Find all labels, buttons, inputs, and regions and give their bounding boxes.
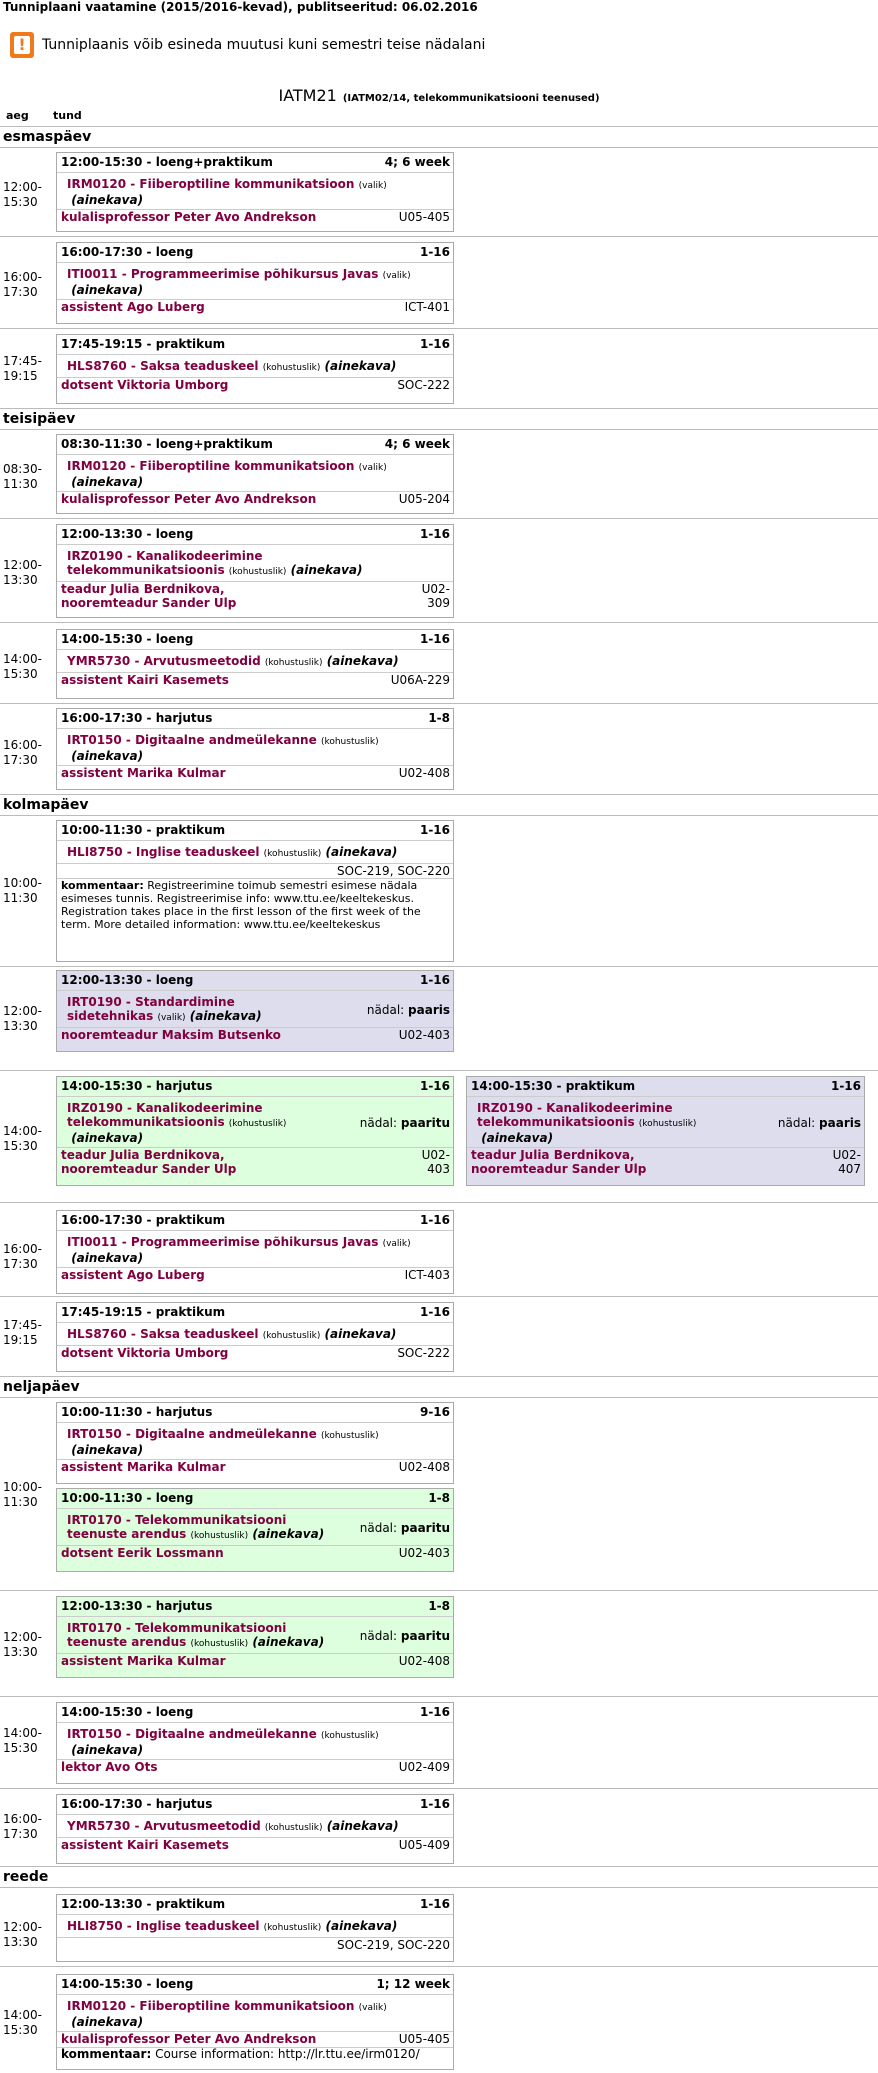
syllabus-link[interactable]: (ainekava) bbox=[252, 1635, 325, 1649]
room: U02- bbox=[421, 582, 450, 596]
course-type: (kohustuslik) bbox=[320, 1731, 379, 1741]
course-type: (kohustuslik) bbox=[190, 1639, 249, 1649]
teacher-link[interactable]: kulalisprofessor Peter Avo Andrekson bbox=[61, 2032, 317, 2046]
time-label: 16:00- 17:30 bbox=[3, 1812, 42, 1841]
week-parity: nädal: paaritu bbox=[359, 1116, 450, 1130]
course-link[interactable]: IRZ0190 - Kanalikodeerimine bbox=[477, 1101, 673, 1115]
col-header-aeg: aeg bbox=[6, 109, 29, 122]
syllabus-link[interactable]: (ainekava) bbox=[71, 1251, 144, 1265]
day-header-fri: reede bbox=[0, 1866, 878, 1888]
lesson-time: 17:45-19:15 - praktikum bbox=[61, 337, 226, 351]
course-type: (kohustuslik) bbox=[264, 658, 323, 668]
course-link-cont[interactable]: telekommunikatsioonis bbox=[67, 1115, 225, 1129]
course-link-cont[interactable]: telekommunikatsioonis bbox=[477, 1115, 635, 1129]
lesson-card[interactable] bbox=[56, 1894, 454, 1962]
course-type: (valik) bbox=[358, 181, 387, 191]
warning-banner bbox=[10, 32, 485, 58]
syllabus-link[interactable]: (ainekava) bbox=[71, 283, 144, 297]
lesson-time: 14:00-15:30 - loeng bbox=[61, 632, 194, 646]
time-label: 12:00- 13:30 bbox=[3, 1920, 42, 1949]
lesson-weeks: 4; 6 week bbox=[384, 437, 450, 451]
teacher-link[interactable]: nooremteadur Sander Ulp bbox=[471, 1162, 647, 1176]
lesson-weeks: 1-16 bbox=[419, 1705, 450, 1719]
lesson-time: 16:00-17:30 - praktikum bbox=[61, 1213, 226, 1227]
lesson-weeks: 1-16 bbox=[419, 973, 450, 987]
course-link[interactable]: IRM0120 - Fiiberoptiline kommunikatsioon bbox=[67, 459, 355, 473]
course-link[interactable]: ITI0011 - Programmeerimise põhikursus Javas bbox=[67, 1235, 379, 1249]
room: U06A-229 bbox=[390, 673, 450, 687]
syllabus-link[interactable]: (ainekava) bbox=[326, 1819, 399, 1833]
teacher-link[interactable]: kulalisprofessor Peter Avo Andrekson bbox=[61, 492, 317, 506]
lesson-time: 10:00-11:30 - harjutus bbox=[61, 1405, 213, 1419]
teacher-link[interactable]: dotsent Eerik Lossmann bbox=[61, 1546, 224, 1560]
time-label: 17:45- 19:15 bbox=[3, 354, 42, 383]
lesson-time: 14:00-15:30 - loeng bbox=[61, 1977, 194, 1991]
lesson-time: 17:45-19:15 - praktikum bbox=[61, 1305, 226, 1319]
lesson-card[interactable] bbox=[56, 1596, 454, 1678]
lesson-weeks: 1-16 bbox=[419, 632, 450, 646]
lesson-weeks: 9-16 bbox=[419, 1405, 450, 1419]
room: SOC-219, SOC-220 bbox=[57, 863, 453, 878]
course-type: (kohustuslik) bbox=[228, 1119, 287, 1129]
room-cont: 309 bbox=[427, 596, 450, 610]
lesson-time: 12:00-13:30 - loeng bbox=[61, 527, 194, 541]
course-type: (kohustuslik) bbox=[264, 1823, 323, 1833]
course-link[interactable]: IRZ0190 - Kanalikodeerimine bbox=[67, 1101, 263, 1115]
comment-text: Course information: http://lr.ttu.ee/irm0120/ bbox=[155, 2047, 420, 2061]
teacher-link[interactable]: dotsent Viktoria Umborg bbox=[61, 378, 229, 392]
room: U02- bbox=[421, 1148, 450, 1162]
lesson-weeks: 1-16 bbox=[419, 527, 450, 541]
course-type: (kohustuslik) bbox=[638, 1119, 697, 1129]
time-label: 16:00- 17:30 bbox=[3, 738, 42, 767]
lesson-card[interactable] bbox=[56, 820, 454, 962]
room: U02-408 bbox=[398, 1654, 450, 1668]
room: ICT-403 bbox=[404, 1268, 450, 1282]
teacher-link[interactable]: kulalisprofessor Peter Avo Andrekson bbox=[61, 210, 317, 224]
lesson-time: 12:00-13:30 - harjutus bbox=[61, 1599, 213, 1613]
lesson-time: 10:00-11:30 - praktikum bbox=[61, 823, 226, 837]
lesson-card[interactable] bbox=[56, 1974, 454, 2070]
lesson-weeks: 1-16 bbox=[419, 1079, 450, 1093]
course-type: (kohustuslik) bbox=[262, 1331, 321, 1341]
time-label: 12:00- 13:30 bbox=[3, 1630, 42, 1659]
course-link[interactable]: ITI0011 - Programmeerimise põhikursus Javas bbox=[67, 267, 379, 281]
time-label: 17:45- 19:15 bbox=[3, 1318, 42, 1347]
lesson-card[interactable] bbox=[56, 1794, 454, 1864]
week-parity: nädal: paaris bbox=[777, 1116, 861, 1130]
lesson-weeks: 1-16 bbox=[419, 1305, 450, 1319]
syllabus-link[interactable]: (ainekava) bbox=[290, 563, 363, 577]
lesson-time: 16:00-17:30 - harjutus bbox=[61, 711, 213, 725]
teacher-link[interactable]: assistent Ago Luberg bbox=[61, 1268, 205, 1282]
group-title bbox=[0, 86, 878, 105]
teacher-link[interactable]: teadur Julia Berdnikova, bbox=[471, 1148, 635, 1162]
course-type: (valik) bbox=[382, 1239, 411, 1249]
room: U05-405 bbox=[398, 2032, 450, 2046]
lesson-time: 08:30-11:30 - loeng+praktikum bbox=[61, 437, 273, 451]
syllabus-link[interactable]: (ainekava) bbox=[481, 1131, 554, 1145]
lesson-weeks: 1-16 bbox=[419, 245, 450, 259]
row-separator bbox=[0, 236, 878, 237]
room-cont: 403 bbox=[427, 1162, 450, 1176]
row-separator bbox=[0, 1788, 878, 1789]
room-cont: 407 bbox=[838, 1162, 861, 1176]
room: U05-405 bbox=[398, 210, 450, 224]
room: U02-409 bbox=[398, 1760, 450, 1774]
course-link-cont[interactable]: sidetehnikas bbox=[67, 1009, 154, 1023]
course-link[interactable]: IRZ0190 - Kanalikodeerimine bbox=[67, 549, 263, 563]
time-label: 12:00- 13:30 bbox=[3, 558, 42, 587]
course-link[interactable]: IRM0120 - Fiiberoptiline kommunikatsioon bbox=[67, 1999, 355, 2013]
teacher-link[interactable]: nooremteadur Sander Ulp bbox=[61, 1162, 237, 1176]
room: U02-403 bbox=[398, 1028, 450, 1042]
course-link[interactable]: IRT0150 - Digitaalne andmeülekanne bbox=[67, 1427, 317, 1441]
week-parity: nädal: paaritu bbox=[359, 1521, 450, 1535]
teacher-link[interactable]: assistent Marika Kulmar bbox=[61, 1460, 226, 1474]
syllabus-link[interactable]: (ainekava) bbox=[71, 193, 144, 207]
lesson-weeks: 1-16 bbox=[419, 1797, 450, 1811]
lesson-weeks: 1; 12 week bbox=[376, 1977, 450, 1991]
lesson-card[interactable] bbox=[56, 334, 454, 404]
comment-label: kommentaar: bbox=[61, 879, 144, 892]
lesson-card[interactable] bbox=[56, 629, 454, 699]
lesson-card[interactable] bbox=[56, 1076, 454, 1186]
time-label: 14:00- 15:30 bbox=[3, 2008, 42, 2037]
teacher-link[interactable]: teadur Julia Berdnikova, bbox=[61, 582, 225, 596]
course-link[interactable]: IRT0190 - Standardimine bbox=[67, 995, 235, 1009]
lesson-weeks: 1-16 bbox=[419, 823, 450, 837]
time-label: 08:30- 11:30 bbox=[3, 462, 42, 491]
lesson-weeks: 1-16 bbox=[419, 1897, 450, 1911]
time-label: 14:00- 15:30 bbox=[3, 1726, 42, 1755]
group-subtitle: (IATM02/14, telekommunikatsiooni teenused) bbox=[342, 93, 600, 104]
lesson-weeks: 4; 6 week bbox=[384, 155, 450, 169]
course-link[interactable]: IRT0150 - Digitaalne andmeülekanne bbox=[67, 1727, 317, 1741]
row-separator bbox=[0, 703, 878, 704]
time-label: 12:00- 15:30 bbox=[3, 180, 42, 209]
syllabus-link[interactable]: (ainekava) bbox=[71, 1131, 144, 1145]
course-link-cont[interactable]: teenuste arendus bbox=[67, 1527, 187, 1541]
lesson-card[interactable] bbox=[56, 1402, 454, 1484]
lesson-weeks: 1-8 bbox=[428, 711, 450, 725]
course-type: (kohustuslik) bbox=[320, 1431, 379, 1441]
syllabus-link[interactable]: (ainekava) bbox=[71, 749, 144, 763]
syllabus-link[interactable]: (ainekava) bbox=[71, 2015, 144, 2029]
time-label: 10:00- 11:30 bbox=[3, 1480, 42, 1509]
lesson-card[interactable] bbox=[466, 1076, 865, 1186]
lesson-card[interactable] bbox=[56, 1702, 454, 1784]
lesson-time: 14:00-15:30 - praktikum bbox=[471, 1079, 636, 1093]
course-link[interactable]: YMR5730 - Arvutusmeetodid bbox=[67, 1819, 261, 1833]
time-label: 10:00- 11:30 bbox=[3, 876, 42, 905]
row-separator bbox=[0, 1202, 878, 1203]
teacher-link[interactable]: assistent Kairi Kasemets bbox=[61, 1838, 229, 1852]
lesson-card[interactable] bbox=[56, 524, 454, 618]
lesson-time: 12:00-15:30 - loeng+praktikum bbox=[61, 155, 273, 169]
course-link[interactable]: HLS8760 - Saksa teaduskeel bbox=[67, 1327, 259, 1341]
course-link[interactable]: IRT0150 - Digitaalne andmeülekanne bbox=[67, 733, 317, 747]
lesson-weeks: 1-16 bbox=[830, 1079, 861, 1093]
course-type: (kohustuslik) bbox=[190, 1531, 249, 1541]
course-link[interactable]: IRM0120 - Fiiberoptiline kommunikatsioon bbox=[67, 177, 355, 191]
lesson-card[interactable] bbox=[56, 970, 454, 1052]
lesson-card[interactable] bbox=[56, 708, 454, 790]
course-link[interactable]: IRT0170 - Telekommunikatsiooni bbox=[67, 1621, 287, 1635]
lesson-time: 16:00-17:30 - harjutus bbox=[61, 1797, 213, 1811]
time-label: 14:00- 15:30 bbox=[3, 1124, 42, 1153]
day-header-tue: teisipäev bbox=[0, 408, 878, 430]
row-separator bbox=[0, 1590, 878, 1591]
lesson-time: 14:00-15:30 - harjutus bbox=[61, 1079, 213, 1093]
course-type: (valik) bbox=[358, 2003, 387, 2013]
course-link[interactable]: IRT0170 - Telekommunikatsiooni bbox=[67, 1513, 287, 1527]
room: ICT-401 bbox=[404, 300, 450, 314]
day-header-wed: kolmapäev bbox=[0, 794, 878, 816]
course-type: (valik) bbox=[382, 271, 411, 281]
room: U02-403 bbox=[398, 1546, 450, 1560]
lesson-time: 14:00-15:30 - loeng bbox=[61, 1705, 194, 1719]
course-type: (kohustuslik) bbox=[263, 1923, 322, 1933]
course-link[interactable]: HLI8750 - Inglise teaduskeel bbox=[67, 1919, 260, 1933]
row-separator bbox=[0, 1696, 878, 1697]
lesson-weeks: 1-8 bbox=[428, 1599, 450, 1613]
warning-text: Tunniplaanis võib esineda muutusi kuni semestri teise nädalani bbox=[42, 37, 486, 53]
course-link-cont[interactable]: telekommunikatsioonis bbox=[67, 563, 225, 577]
lesson-weeks: 1-8 bbox=[428, 1491, 450, 1505]
row-separator bbox=[0, 1296, 878, 1297]
room: U05-204 bbox=[398, 492, 450, 506]
week-parity: nädal: paaritu bbox=[359, 1629, 450, 1643]
course-type: (valik) bbox=[157, 1013, 186, 1023]
time-label: 14:00- 15:30 bbox=[3, 652, 42, 681]
room: U02- bbox=[832, 1148, 861, 1162]
course-type: (kohustuslik) bbox=[228, 567, 287, 577]
course-link[interactable]: HLS8760 - Saksa teaduskeel bbox=[67, 359, 259, 373]
room: U02-408 bbox=[398, 1460, 450, 1474]
room: U05-409 bbox=[398, 1838, 450, 1852]
col-header-tund: tund bbox=[53, 109, 82, 122]
syllabus-link[interactable]: (ainekava) bbox=[326, 654, 399, 668]
course-type: (valik) bbox=[358, 463, 387, 473]
room: SOC-222 bbox=[397, 1346, 450, 1360]
teacher-link[interactable]: nooremteadur Sander Ulp bbox=[61, 596, 237, 610]
comment-label: kommentaar: bbox=[61, 2047, 152, 2061]
course-link-cont[interactable]: teenuste arendus bbox=[67, 1635, 187, 1649]
syllabus-link[interactable]: (ainekava) bbox=[71, 1743, 144, 1757]
row-separator bbox=[0, 1966, 878, 1967]
teacher-link[interactable]: teadur Julia Berdnikova, bbox=[61, 1148, 225, 1162]
teacher-link[interactable]: assistent Ago Luberg bbox=[61, 300, 205, 314]
teacher-link[interactable]: assistent Marika Kulmar bbox=[61, 1654, 226, 1668]
lesson-card[interactable] bbox=[56, 242, 454, 324]
teacher-link[interactable]: lektor Avo Ots bbox=[61, 1760, 158, 1774]
room: SOC-219, SOC-220 bbox=[57, 1937, 453, 1952]
teacher-link[interactable]: dotsent Viktoria Umborg bbox=[61, 1346, 229, 1360]
room: U02-408 bbox=[398, 766, 450, 780]
week-parity: nädal: paaris bbox=[366, 1003, 450, 1017]
syllabus-link[interactable]: (ainekava) bbox=[71, 1443, 144, 1457]
row-separator bbox=[0, 966, 878, 967]
course-type: (kohustuslik) bbox=[320, 737, 379, 747]
course-link[interactable]: YMR5730 - Arvutusmeetodid bbox=[67, 654, 261, 668]
syllabus-link[interactable]: (ainekava) bbox=[324, 1327, 397, 1341]
group-code: IATM21 bbox=[278, 86, 337, 105]
lesson-card[interactable] bbox=[56, 434, 454, 514]
room: SOC-222 bbox=[397, 378, 450, 392]
row-separator bbox=[0, 1070, 878, 1071]
syllabus-link[interactable]: (ainekava) bbox=[325, 1919, 398, 1933]
syllabus-link[interactable]: (ainekava) bbox=[252, 1527, 325, 1541]
teacher-link[interactable]: assistent Marika Kulmar bbox=[61, 766, 226, 780]
course-type: (kohustuslik) bbox=[263, 849, 322, 859]
course-link[interactable]: HLI8750 - Inglise teaduskeel bbox=[67, 845, 260, 859]
warning-icon bbox=[10, 32, 34, 58]
syllabus-link[interactable]: (ainekava) bbox=[324, 359, 397, 373]
teacher-link[interactable]: assistent Kairi Kasemets bbox=[61, 673, 229, 687]
lesson-time: 12:00-13:30 - loeng bbox=[61, 973, 194, 987]
lesson-card[interactable] bbox=[56, 152, 454, 232]
page-header: Tunniplaani vaatamine (2015/2016-kevad), publitseeritud: 06.02.2016 bbox=[3, 0, 478, 14]
lesson-card[interactable] bbox=[56, 1488, 454, 1572]
lesson-card[interactable] bbox=[56, 1302, 454, 1372]
time-label: 12:00- 13:30 bbox=[3, 1004, 42, 1033]
day-header-thu: neljapäev bbox=[0, 1376, 878, 1398]
time-label: 16:00- 17:30 bbox=[3, 270, 42, 299]
syllabus-link[interactable]: (ainekava) bbox=[189, 1009, 262, 1023]
lesson-time: 10:00-11:30 - loeng bbox=[61, 1491, 194, 1505]
row-separator bbox=[0, 328, 878, 329]
lesson-time: 16:00-17:30 - loeng bbox=[61, 245, 194, 259]
row-separator bbox=[0, 622, 878, 623]
day-header-mon: esmaspäev bbox=[0, 126, 878, 148]
lesson-weeks: 1-16 bbox=[419, 1213, 450, 1227]
time-label: 16:00- 17:30 bbox=[3, 1242, 42, 1271]
course-type: (kohustuslik) bbox=[262, 363, 321, 373]
syllabus-link[interactable]: (ainekava) bbox=[325, 845, 398, 859]
row-separator bbox=[0, 518, 878, 519]
lesson-weeks: 1-16 bbox=[419, 337, 450, 351]
lesson-time: 12:00-13:30 - praktikum bbox=[61, 1897, 226, 1911]
syllabus-link[interactable]: (ainekava) bbox=[71, 475, 144, 489]
teacher-link[interactable]: nooremteadur Maksim Butsenko bbox=[61, 1028, 281, 1042]
lesson-card[interactable] bbox=[56, 1210, 454, 1294]
comment-text: Registreerimine toimub semestri esimese nädala esimeses tunnis. Registreerimise info: www.ttu.ee/keeltekeskus. Registration takes place in the first lesson of the first week of the term. More detailed information: www.ttu.ee/keeltekeskus bbox=[61, 879, 421, 931]
